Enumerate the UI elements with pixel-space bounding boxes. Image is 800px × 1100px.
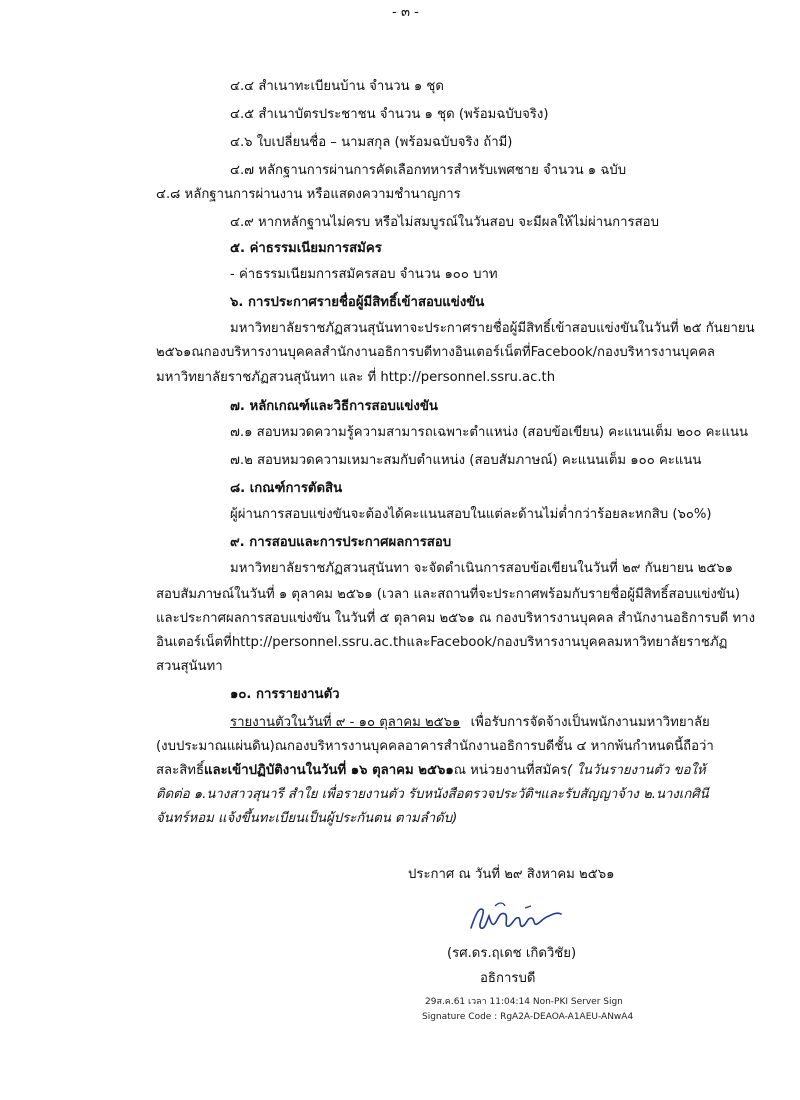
text-fragment: สละสิทธิ์ — [156, 763, 205, 778]
section-7-heading: ๗. หลักเกณฑ์และวิธีการสอบแข่งขัน — [230, 399, 438, 414]
section-8-heading: ๘. เกณฑ์การตัดสิน — [230, 481, 343, 496]
section-7-line-2: ๗.๒ สอบหมวดความเหมาะสมกับตำแหน่ง (สอบสัมภาษณ์) คะแนนเต็ม ๑๐๐ คะแนน — [230, 453, 702, 468]
section-6-line-3: มหาวิทยาลัยราชภัฏสวนสุนันทา และ ที่ http://personnel.ssru.ac.th — [156, 370, 556, 385]
link-text: http://personnel.ssru.ac.th — [231, 635, 407, 650]
text-fragment: กองบริหารงานบุคคล — [287, 739, 405, 754]
text-fragment: ทางอินเตอร์เน็ตที่ — [432, 345, 531, 360]
section-10-heading: ๑๐. การรายงานตัว — [230, 687, 340, 702]
section-10-line-2 — [156, 738, 714, 756]
text-fragment: Facebook/กองบริหารงานบุคคล — [530, 345, 715, 360]
signer-name: (รศ.ดร.ฤเดช เกิดวิชัย) — [447, 946, 577, 961]
section-10-line-1 — [230, 714, 710, 732]
section-10-line-4: ติดต่อ ๑.นางสาวสุนารี สำใย เพื่อรายงานตัว รับหนังสือตรวจประวัติฯและรับสัญญาจ้าง ๒.นางเกศินี — [156, 787, 709, 802]
text-fragment: /กองบริหารงานบุคคล — [492, 635, 615, 650]
text-fragment: กองบริหารงานบุคคล — [203, 345, 322, 360]
section-9-line-1: มหาวิทยาลัยราชภัฏสวนสุนันทา จะจัดดำเนินการสอบข้อเขียนในวันที่ ๒๙ กันยายน ๒๕๖๑ — [230, 561, 734, 576]
text-fragment: อาคารสำนักงานอธิการบดี — [404, 739, 555, 754]
text-fragment: อินเตอร์เน็ต — [156, 635, 224, 650]
item-4-7: ๔.๗ หลักฐานการผ่านการคัดเลือกทหารสำหรับเพศชาย จำนวน ๑ ฉบับ — [230, 163, 627, 178]
section-9-line-4 — [156, 634, 728, 652]
text-fragment: (งบประมาณแผ่นดิน) — [156, 739, 275, 754]
text-fragment: Facebook — [430, 635, 493, 650]
page-number: - ๓ - — [392, 5, 419, 20]
text-fragment: เพื่อรับการจัดจ้างเป็นพนักงานมหาวิทยาลัย — [470, 715, 710, 730]
report-date-underlined: รายงานตัวในวันที่ ๙ - ๑๐ ตุลาคม ๒๕๖๑ — [230, 715, 461, 730]
section-5-heading: ๕. ค่าธรรมเนียมการสมัคร — [230, 241, 382, 256]
section-10-line-3 — [156, 762, 706, 780]
section-7-line-1: ๗.๑ สอบหมวดความรู้ความสามารถเฉพาะตำแหน่ง (สอบข้อเขียน) คะแนนเต็ม ๒๐๐ คะแนน — [230, 425, 749, 440]
text-fragment: และ — [406, 635, 431, 650]
item-4-8: ๔.๘ หลักฐานการผ่านงาน หรือแสดงความชำนาญการ — [156, 187, 461, 202]
section-9-line-5: สวนสุนันทา — [156, 659, 223, 674]
announce-date: ประกาศ ณ วันที่ ๒๙ สิงหาคม ๒๕๖๑ — [408, 867, 615, 882]
section-9-line-2: สอบสัมภาษณ์ในวันที่ ๑ ตุลาคม ๒๕๖๑ (เวลา และสถานที่จะประกาศพร้อมกับรายชื่อผู้มีสิทธิ์สอบแข่งขัน) — [156, 587, 740, 602]
item-4-6: ๔.๖ ใบเปลี่ยนชื่อ – นามสกุล (พร้อมฉบับจริง ถ้ามี) — [230, 135, 513, 150]
text-fragment: ณ — [274, 739, 288, 754]
section-6-line-1: มหาวิทยาลัยราชภัฏสวนสุนันทาจะประกาศรายชื่อผู้มีสิทธิ์เข้าสอบแข่งขันในวันที่ ๒๕ กันยายน — [230, 321, 755, 336]
section-6-heading: ๖. การประกาศรายชื่อผู้มีสิทธิ์เข้าสอบแข่งขัน — [230, 295, 485, 310]
sign-meta: 29ส.ค.61 เวลา 11:04:14 Non-PKI Server Sign — [425, 997, 623, 1007]
text-fragment: ชั้น ๔ หากพ้นกำหนดนี้ถือว่า — [554, 739, 714, 754]
signature-image — [465, 898, 565, 940]
text-fragment: ( ในวันรายงานตัว ขอให้ — [567, 763, 706, 778]
text-fragment: ณ หน่วยงานที่สมัคร — [453, 763, 568, 778]
section-8-line: ผู้ผ่านการสอบแข่งขันจะต้องได้คะแนนสอบในแต่ละด้านไม่ต่ำกว่าร้อยละหกสิบ (๖๐%) — [230, 507, 712, 522]
text-fragment: ที่ — [223, 635, 232, 650]
start-work-date: และเข้าปฏิบัติงานในวันที่ ๑๖ ตุลาคม ๒๕๖๑ — [204, 763, 454, 778]
signature-code: Signature Code : RgA2A-DEAOA-A1AEU-ANwA4 — [422, 1012, 634, 1022]
item-4-9: ๔.๙ หากหลักฐานไม่ครบ หรือไม่สมบูรณ์ในวันสอบ จะมีผลให้ไม่ผ่านการสอบ — [230, 215, 659, 230]
section-10-line-5: จันทร์หอม แจ้งขึ้นทะเบียนเป็นผู้ประกันตน ตามลำดับ) — [156, 811, 458, 826]
section-5-line: - ค่าธรรมเนียมการสมัครสอบ จำนวน ๑๐๐ บาท — [230, 267, 498, 282]
section-9-heading: ๙. การสอบและการประกาศผลการสอบ — [230, 535, 452, 550]
signer-title: อธิการบดี — [480, 971, 536, 986]
item-4-5: ๔.๕ สำเนาบัตรประชาชน จำนวน ๑ ชุด (พร้อมฉบับจริง) — [230, 107, 549, 122]
section-6-line-2 — [156, 344, 715, 362]
item-4-4: ๔.๔ สำเนาทะเบียนบ้าน จำนวน ๑ ชุด — [230, 79, 444, 94]
section-9-line-3: และประกาศผลการสอบแข่งขัน ในวันที่ ๕ ตุลาคม ๒๕๖๑ ณ กองบริหารงานบุคคล สำนักงานอธิการบดี ทาง — [156, 611, 756, 626]
text-fragment: ณ — [191, 345, 204, 360]
text-fragment: ๒๕๖๑ — [156, 345, 192, 360]
text-fragment: มหาวิทยาลัยราชภัฏ — [614, 635, 728, 650]
text-fragment: สำนักงานอธิการบดี — [321, 345, 433, 360]
